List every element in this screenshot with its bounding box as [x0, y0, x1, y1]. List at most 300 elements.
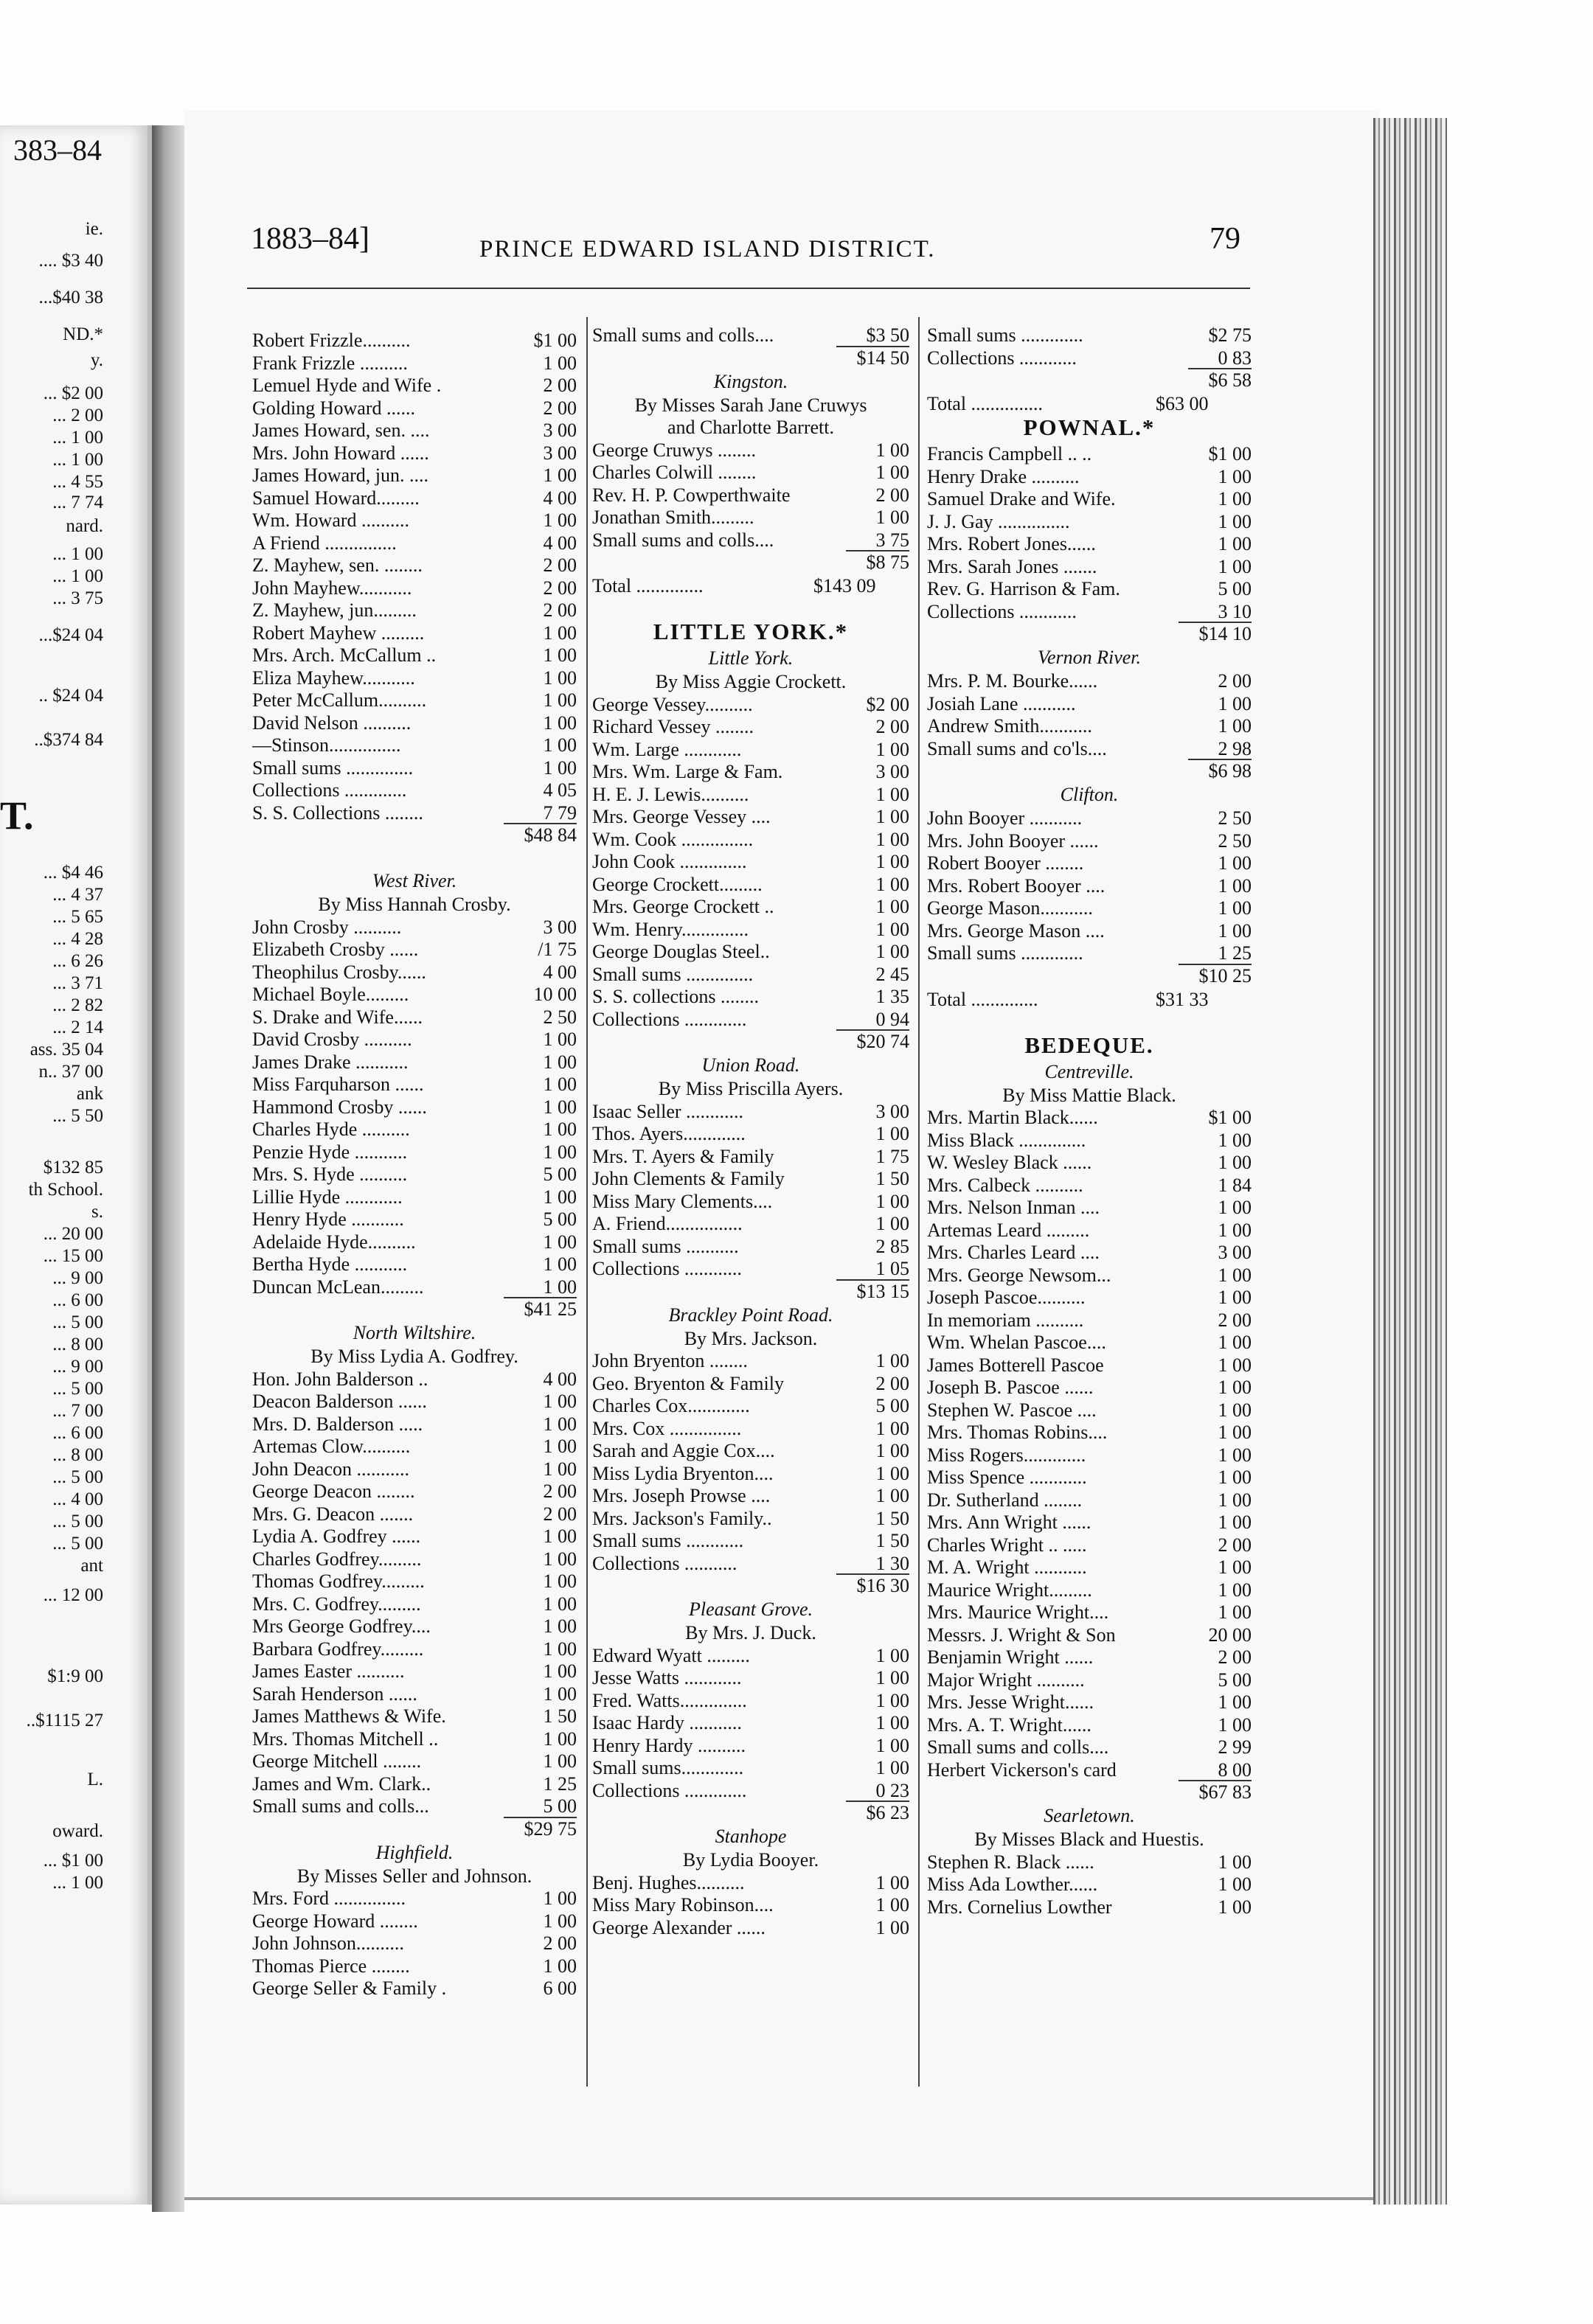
entry-name: Isaac Seller ............ [592, 1100, 744, 1122]
entry-name: A Friend ............... [252, 532, 397, 554]
entry-name: Small sums and colls.... [592, 529, 774, 551]
entry-name: John Johnson.......... [252, 1932, 404, 1954]
entry-amount: 1 00 [1218, 1714, 1252, 1736]
district-heading: BEDEQUE. [1024, 1031, 1154, 1058]
entry-amount: 1 00 [543, 1436, 577, 1457]
entry-row [592, 806, 909, 829]
entry-row [592, 1418, 909, 1441]
entry-name: Mrs. Arch. McCallum .. [252, 644, 437, 666]
entry-name: Mrs. S. Hyde .......... [252, 1163, 408, 1185]
entry-name: Mrs. A. T. Wright...... [927, 1714, 1092, 1736]
entry-name: Mrs. Charles Leard .... [927, 1242, 1100, 1263]
entry-name: Joseph Pascoe.......... [927, 1287, 1086, 1308]
collector-line: By Lydia Booyer. [682, 1849, 819, 1871]
entry-name: George Douglas Steel.. [592, 941, 770, 962]
entry-amount: 2 00 [875, 1372, 909, 1394]
entry-row [252, 757, 577, 780]
entry-row [927, 693, 1252, 716]
entry-name: Messrs. J. Wright & Son [927, 1624, 1116, 1646]
entry-amount: $1 00 [1208, 1107, 1252, 1128]
entry-amount: 1 50 [875, 1530, 909, 1551]
entry-name: Charles Wright .. ..... [927, 1534, 1087, 1556]
entry-name: Mrs. G. Deacon ....... [252, 1503, 414, 1525]
entry-amount: 1 00 [543, 1593, 577, 1615]
entry-row [927, 1130, 1252, 1152]
entry-name: Mrs. Jackson's Family.. [592, 1507, 772, 1529]
left-page-line: ... 7 74 [52, 493, 103, 512]
left-page-line: ..$374 84 [34, 730, 103, 750]
left-page-line: ... 6 00 [52, 1423, 103, 1443]
entry-name: Small sums ............. [927, 324, 1083, 346]
entry-name: Mrs. P. M. Bourke...... [927, 670, 1098, 692]
spacer [592, 599, 909, 621]
entry-name: Wm. Whelan Pascoe.... [927, 1332, 1106, 1353]
entry-amount: 1 00 [543, 1525, 577, 1547]
entry-name: Mrs. Martin Black...... [927, 1107, 1098, 1128]
section-heading: Centreville. [1044, 1060, 1134, 1082]
entry-row [592, 851, 909, 874]
entry-amount: 5 00 [875, 1395, 909, 1416]
entry-name: Mrs. Cox ............... [592, 1417, 742, 1439]
entry-amount: 1 00 [1218, 874, 1252, 897]
entry-amount: 1 00 [875, 1440, 909, 1461]
entry-row [252, 779, 577, 802]
entry-name: Samuel Howard......... [252, 487, 420, 509]
entry-row [927, 443, 1252, 466]
entry-amount: 1 00 [543, 509, 577, 531]
entry-row [927, 942, 1252, 965]
subtotal [252, 1818, 577, 1842]
entry-amount: 1 00 [875, 462, 909, 483]
entry-name: Miss Spence ............ [927, 1467, 1087, 1488]
entry-name: Michael Boyle......... [252, 984, 409, 1005]
section-heading: Vernon River. [1037, 647, 1142, 668]
entry-amount: 1 00 [875, 1190, 909, 1212]
entry-amount: 1 00 [543, 1096, 577, 1118]
column-2 [592, 324, 909, 1939]
entry-amount: 2 00 [543, 375, 577, 396]
entry-row [592, 1350, 909, 1373]
entry-name: George Seller & Family . [252, 1977, 447, 1999]
entry-amount: 3 00 [543, 420, 577, 441]
entry-amount: 1 00 [543, 689, 577, 711]
entry-amount: 1 00 [1218, 1264, 1252, 1286]
entry-row [927, 1874, 1252, 1896]
left-page-line: th School. [28, 1180, 103, 1200]
entry-amount: 2 00 [1218, 1534, 1252, 1556]
entry-amount: 1 30 [875, 1552, 909, 1574]
entry-name: Mrs. Thomas Mitchell .. [252, 1728, 439, 1750]
subtotal-amount: $41 25 [504, 1297, 577, 1320]
entry-name: Hon. John Balderson .. [252, 1368, 428, 1390]
entry-row [927, 533, 1252, 556]
entry-row [592, 1440, 909, 1463]
entry-amount: 1 00 [1218, 1354, 1252, 1376]
entry-amount: 1 00 [875, 1667, 909, 1688]
entry-name: Collections ............. [252, 779, 407, 801]
entry-name: Small sums and colls.... [592, 324, 774, 346]
entry-row [252, 984, 577, 1006]
subtotal [592, 1281, 909, 1304]
entry-row [252, 644, 577, 667]
entry-amount: 1 00 [875, 851, 909, 872]
left-page-line: ...$40 38 [38, 288, 103, 307]
entry-name: Benjamin Wright ...... [927, 1646, 1094, 1668]
entry-row [252, 577, 577, 600]
entry-row [252, 916, 577, 939]
entry-name: Mrs. Jesse Wright...... [927, 1691, 1094, 1713]
entry-row [592, 529, 909, 552]
entry-name: David Crosby .......... [252, 1029, 412, 1050]
left-page-line: ... 9 00 [52, 1268, 103, 1288]
entry-name: Theophilus Crosby...... [252, 961, 426, 983]
entry-amount: 2 00 [1218, 1309, 1252, 1331]
entry-row [592, 739, 909, 762]
entry-amount: 1 00 [543, 1660, 577, 1682]
left-page-line: ie. [85, 219, 103, 239]
entry-row [927, 715, 1252, 738]
entry-amount: 1 00 [875, 1689, 909, 1711]
entry-name: Collections ........... [592, 1552, 738, 1574]
entry-row [592, 784, 909, 807]
entry-amount: 1 00 [875, 783, 909, 805]
entry-row [592, 1667, 909, 1690]
entry-row [592, 1735, 909, 1758]
entry-row [252, 1525, 577, 1548]
entry-row [252, 1413, 577, 1436]
entry-name: Miss Rogers............. [927, 1444, 1086, 1466]
subtotal [252, 1298, 577, 1322]
subtotal [592, 1802, 909, 1826]
entry-name: Miss Mary Clements.... [592, 1190, 773, 1212]
entry-row [252, 961, 577, 984]
subtotal-amount: $48 84 [504, 823, 577, 846]
total-row [927, 393, 1252, 417]
entry-row [927, 1332, 1252, 1354]
column-divider [918, 317, 920, 2087]
left-page-line: y. [90, 350, 103, 370]
entry-name: Mrs. T. Ayers & Family [592, 1145, 774, 1167]
entry-name: Mrs. John Howard ...... [252, 442, 429, 464]
entry-row [927, 1467, 1252, 1489]
entry-name: Mrs. Nelson Inman .... [927, 1197, 1100, 1218]
entry-name: John Clements & Family [592, 1168, 785, 1189]
entry-name: John Cook .............. [592, 851, 747, 872]
entry-row [927, 556, 1252, 579]
entry-name: Small sums and co'ls.... [927, 737, 1107, 759]
entry-amount: 1 00 [1218, 1556, 1252, 1578]
entry-name: Collections ............ [927, 347, 1077, 369]
entry-name: Total .............. [927, 988, 1038, 1010]
entry-amount: 1 00 [1218, 465, 1252, 487]
entry-row [252, 939, 577, 961]
left-page-line: ank [76, 1084, 103, 1104]
section-heading: Kingston. [713, 370, 788, 392]
entry-row [252, 1481, 577, 1503]
entry-amount: 1 00 [543, 1276, 577, 1298]
entry-name: Josiah Lane ........... [927, 692, 1076, 714]
column-3 [927, 324, 1252, 1918]
entry-row [252, 1638, 577, 1661]
entry-row [927, 1489, 1252, 1512]
entry-name: J. J. Gay ............... [927, 510, 1070, 532]
entry-name: George Alexander ...... [592, 1916, 766, 1938]
entry-row [592, 941, 909, 964]
entry-row [927, 1556, 1252, 1579]
entry-name: George Crockett......... [592, 873, 763, 895]
entry-amount: $1 00 [1208, 443, 1252, 465]
entry-row [927, 347, 1252, 370]
entry-amount: 1 00 [875, 941, 909, 962]
entry-row [592, 1872, 909, 1895]
entry-name: Andrew Smith........... [927, 715, 1092, 737]
entry-amount: 1 00 [543, 1955, 577, 1977]
entry-amount: 2 00 [543, 1481, 577, 1502]
entry-amount: 1 00 [1218, 1129, 1252, 1151]
entry-name: Mrs. George Crockett .. [592, 896, 774, 917]
entry-amount: 1 00 [875, 1350, 909, 1371]
left-page-line: oward. [52, 1821, 103, 1841]
entry-name: Wm. Large ............ [592, 738, 742, 760]
entry-amount: 1 00 [543, 1638, 577, 1660]
entry-amount: 2 50 [543, 1006, 577, 1028]
entry-row [927, 578, 1252, 601]
left-page-line: ... 8 00 [52, 1445, 103, 1465]
entry-amount: 2 50 [1218, 807, 1252, 829]
subtotal-amount: $67 83 [1179, 1780, 1252, 1803]
entry-name: George Mitchell ........ [252, 1750, 422, 1772]
entry-row [927, 1399, 1252, 1422]
entry-amount: 1 00 [1218, 1422, 1252, 1443]
left-page-line: ant [80, 1556, 103, 1576]
entry-amount: 2 00 [543, 599, 577, 621]
entry-row [592, 1191, 909, 1214]
district-heading: POWNAL.* [1023, 414, 1156, 440]
entry-row [927, 1646, 1252, 1669]
header-title: PRINCE EDWARD ISLAND DISTRICT. [479, 236, 936, 262]
left-page-line: 383–84 [13, 133, 102, 167]
left-page-line: ... 6 26 [52, 951, 103, 971]
section-heading: Stanhope [715, 1826, 787, 1847]
left-page-line: ...$24 04 [38, 625, 103, 645]
entry-name: Mrs. Thomas Robins.... [927, 1422, 1108, 1443]
entry-row [592, 1236, 909, 1259]
entry-name: Bertha Hyde ........... [252, 1253, 408, 1275]
entry-amount: 1 00 [1218, 510, 1252, 532]
entry-amount: 1 00 [543, 1231, 577, 1253]
entry-name: John Crosby .......... [252, 916, 402, 938]
entry-row [927, 1444, 1252, 1467]
entry-amount: 1 00 [1218, 1851, 1252, 1873]
entry-name: Wm. Howard .......... [252, 509, 410, 531]
entry-amount: 1 00 [1218, 1219, 1252, 1241]
left-page-line: T. [0, 793, 34, 838]
subtotal-amount: $13 15 [836, 1279, 910, 1302]
entry-amount: 2 00 [1218, 670, 1252, 692]
entry-name: Duncan McLean......... [252, 1276, 424, 1298]
entry-row [927, 1624, 1252, 1647]
entry-row [252, 1186, 577, 1209]
collector-line: By Miss Priscilla Ayers. [658, 1078, 844, 1099]
left-page-line: ... 8 00 [52, 1335, 103, 1354]
entry-name: Charles Hyde .......... [252, 1118, 410, 1140]
left-page-line: ... 3 75 [52, 588, 103, 608]
entry-name: Collections ............ [592, 1258, 742, 1279]
entry-row [927, 1691, 1252, 1714]
entry-row [927, 1714, 1252, 1737]
entry-row [252, 532, 577, 555]
entry-row [927, 1287, 1252, 1309]
entry-amount: 2 50 [1218, 829, 1252, 852]
entry-amount: 1 50 [543, 1705, 577, 1727]
entry-amount: 5 00 [543, 1163, 577, 1185]
entry-row [592, 1101, 909, 1124]
section-heading: Searletown. [1044, 1805, 1135, 1826]
subtotal-amount: $6 98 [1188, 759, 1252, 782]
entry-row [927, 1197, 1252, 1220]
entry-name: Artemas Leard ......... [927, 1219, 1090, 1241]
entry-row [927, 1242, 1252, 1264]
entry-amount: 1 00 [1218, 488, 1252, 509]
subtotal [927, 965, 1252, 989]
entry-amount: 1 00 [1218, 1467, 1252, 1488]
collector-line: By Miss Aggie Crockett. [655, 671, 847, 692]
collector-line: By Misses Black and Huestis. [974, 1829, 1204, 1850]
entry-amount: 3 00 [875, 1100, 909, 1122]
entry-name: Mrs. Ann Wright ...... [927, 1511, 1092, 1533]
entry-name: George Mason........... [927, 897, 1093, 919]
left-page-line: ... 1 00 [52, 1873, 103, 1893]
entry-amount: 1 00 [875, 1462, 909, 1484]
column-divider [586, 317, 588, 2087]
entry-name: Miss Farquharson ...... [252, 1074, 424, 1095]
left-page-line: ... 12 00 [43, 1585, 103, 1605]
entry-name: Peter McCallum.......... [252, 689, 427, 711]
entry-row [252, 487, 577, 510]
entry-amount: 1 00 [1218, 1197, 1252, 1218]
left-page-line: ... 5 65 [52, 907, 103, 927]
entry-row [252, 1436, 577, 1458]
entry-amount: 1 00 [1218, 1511, 1252, 1533]
entry-name: Edward Wyatt ......... [592, 1644, 750, 1666]
entry-amount: 3 00 [543, 442, 577, 464]
entry-name: Mrs. D. Balderson ..... [252, 1413, 423, 1435]
entry-amount: 1 00 [543, 1074, 577, 1095]
entry-amount: 2 00 [543, 1932, 577, 1954]
left-page-line: ... 4 37 [52, 885, 103, 905]
entry-row [592, 694, 909, 717]
entry-name: John Mayhew........... [252, 577, 412, 599]
entry-row [592, 1463, 909, 1486]
entry-amount: 7 79 [543, 801, 577, 824]
entry-name: Mrs. Maurice Wright.... [927, 1601, 1109, 1623]
entry-amount: 3 75 [875, 529, 909, 551]
left-page-line: ... 5 00 [52, 1511, 103, 1531]
entry-name: Mrs. Ford ............... [252, 1888, 406, 1909]
left-page-line: ... 6 00 [52, 1290, 103, 1310]
left-page-line: ... 2 14 [52, 1017, 103, 1037]
entry-row [252, 1074, 577, 1096]
entry-row [927, 1354, 1252, 1377]
entry-name: Small sums............. [592, 1757, 744, 1778]
entry-amount: 1 00 [1218, 692, 1252, 714]
entry-amount: 2 00 [543, 554, 577, 576]
entry-row [927, 1736, 1252, 1759]
entry-amount: $31 33 [1156, 988, 1209, 1010]
entry-row [927, 601, 1252, 624]
left-page-line: ... 15 00 [43, 1246, 103, 1266]
entry-row [927, 1422, 1252, 1444]
total-row [592, 575, 909, 599]
entry-name: Mrs. Sarah Jones ....... [927, 555, 1097, 577]
book-spine [152, 125, 184, 2212]
entry-row [927, 1579, 1252, 1602]
entry-row [252, 1503, 577, 1526]
entry-amount: 4 00 [543, 532, 577, 554]
entry-name: James Howard, sen. .... [252, 420, 430, 441]
entry-row [252, 1118, 577, 1141]
entry-amount: 1 00 [1218, 897, 1252, 919]
entry-amount: 1 00 [1218, 533, 1252, 554]
subtotal-amount: $14 10 [1179, 622, 1252, 644]
entry-row [252, 442, 577, 465]
entry-amount: 3 00 [1218, 1242, 1252, 1263]
entry-row [252, 1391, 577, 1413]
entry-amount: 1 00 [543, 1458, 577, 1480]
entry-row [252, 330, 577, 352]
entry-row [927, 324, 1252, 347]
entry-name: Stephen R. Black ...... [927, 1851, 1094, 1873]
entry-name: Small sums and colls.... [927, 1736, 1109, 1758]
entry-row [252, 1029, 577, 1051]
entry-amount: 1 00 [875, 1644, 909, 1666]
subtotal-amount: $8 75 [846, 550, 910, 573]
entry-name: Miss Lydia Bryenton.... [592, 1462, 774, 1484]
subtotal-amount: $29 75 [504, 1817, 577, 1840]
entry-name: Small sums ............. [927, 942, 1083, 964]
entry-row [592, 1894, 909, 1917]
entry-amount: 5 00 [1218, 578, 1252, 599]
entry-amount: $63 00 [1156, 393, 1209, 414]
entry-row [592, 829, 909, 852]
entry-amount: $143 09 [813, 575, 876, 596]
entry-row [252, 1458, 577, 1481]
entry-row [252, 1888, 577, 1910]
entry-amount: 2 99 [1218, 1736, 1252, 1758]
entry-name: Mrs. George Vessey .... [592, 806, 771, 827]
entry-name: Small sums ............ [592, 1530, 744, 1551]
entry-name: Dr. Sutherland ........ [927, 1489, 1083, 1511]
entry-name: Maurice Wright......... [927, 1579, 1092, 1601]
entry-name: Z. Mayhew, jun......... [252, 599, 417, 621]
entry-name: Sarah Henderson ...... [252, 1683, 417, 1705]
entry-row [252, 802, 577, 825]
left-page-line: ..$1115 27 [26, 1711, 103, 1730]
collector-line: By Mrs. Jackson. [684, 1327, 818, 1349]
entry-name: Wm. Cook ............... [592, 828, 754, 850]
entry-name: Major Wright .......... [927, 1669, 1085, 1691]
entry-name: John Deacon ........... [252, 1458, 410, 1480]
entry-amount: 4 00 [543, 1368, 577, 1390]
entry-name: Thomas Pierce ........ [252, 1955, 410, 1977]
entry-row [252, 1955, 577, 1978]
subtotal [927, 369, 1252, 393]
entry-amount: 1 00 [875, 1916, 909, 1938]
entry-row [592, 919, 909, 942]
entry-amount: 1 00 [543, 1888, 577, 1909]
left-page-line: $1:9 00 [47, 1666, 103, 1686]
entry-amount: 1 00 [1218, 555, 1252, 577]
